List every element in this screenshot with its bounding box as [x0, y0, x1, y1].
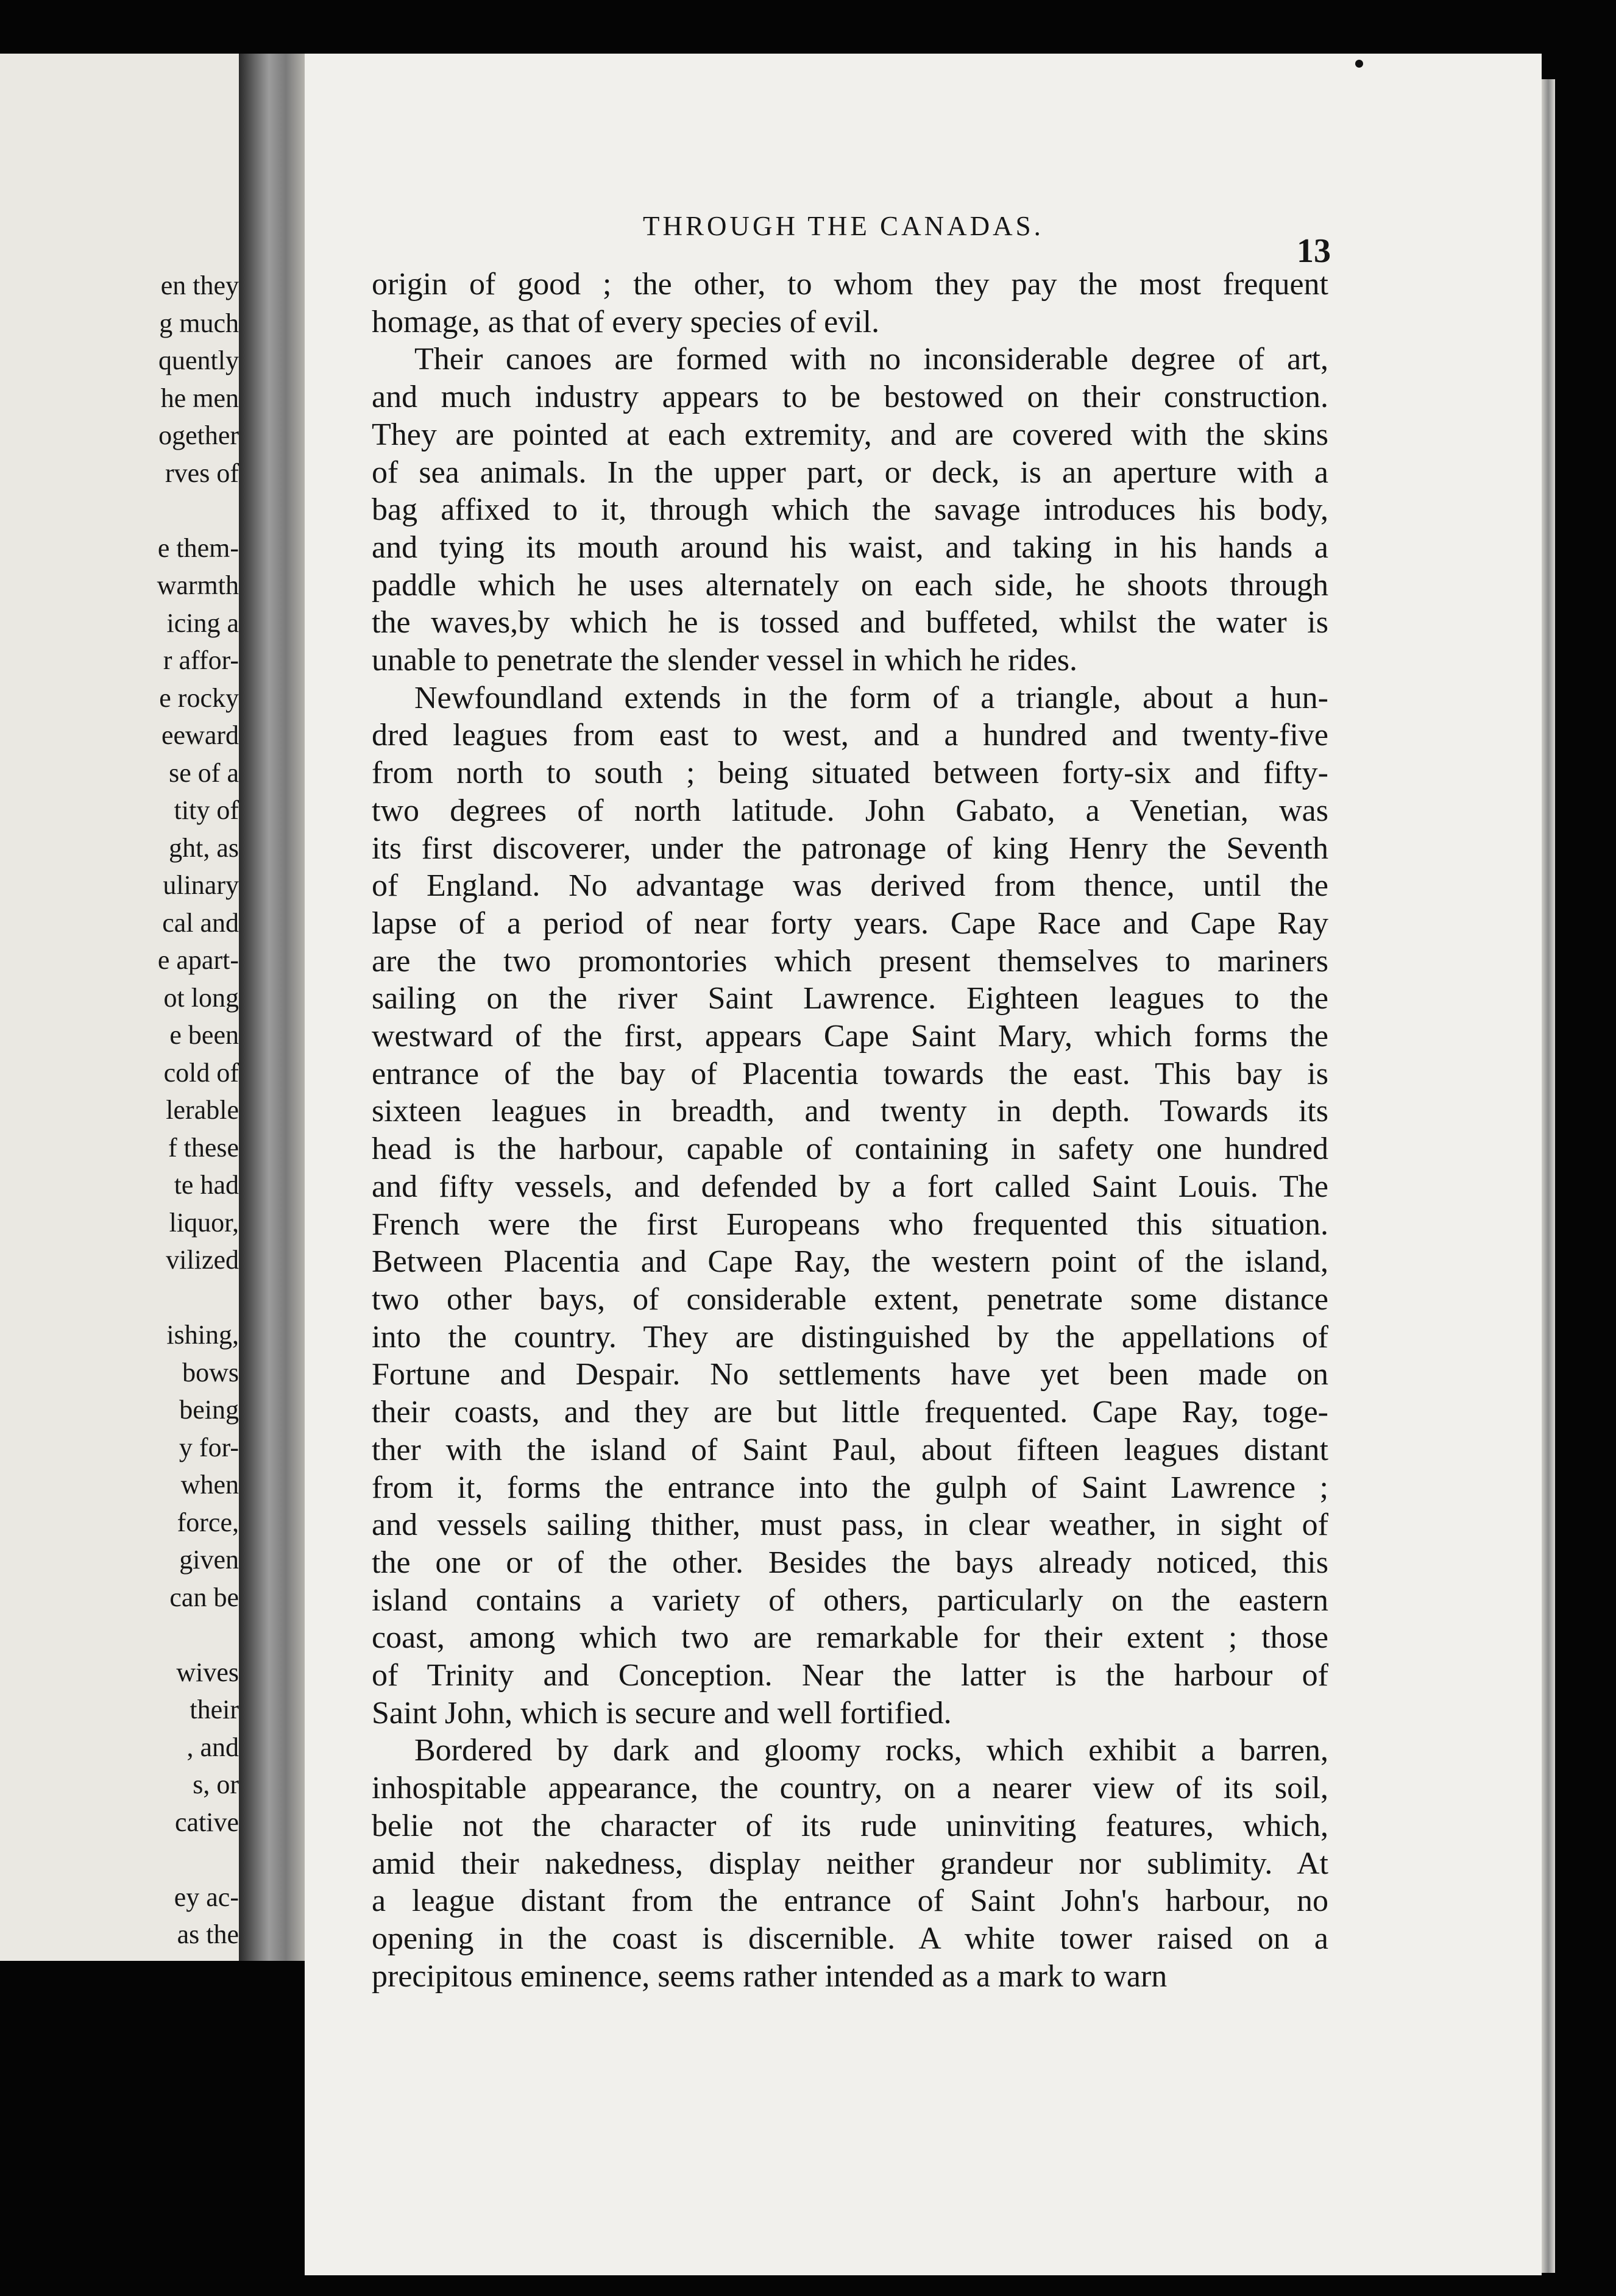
- text-line: They are pointed at each extremity, and are covered with the skins: [372, 417, 1328, 452]
- left-page-line-fragment: rves of: [165, 458, 239, 488]
- text-line: of Trinity and Conception. Near the latter is the harbour of: [372, 1658, 1328, 1693]
- left-page-line-fragment: r affor-: [163, 645, 239, 675]
- left-page-line-fragment: as the: [177, 1919, 239, 1949]
- text-line: from it, forms the entrance into the gulph of Saint Lawrence ;: [372, 1470, 1328, 1505]
- text-line: unable to penetrate the slender vessel in which he rides.: [372, 643, 1078, 678]
- text-line: homage, as that of every species of evil.: [372, 304, 880, 339]
- left-page-line-fragment: te had: [174, 1170, 239, 1200]
- text-line: and tying its mouth around his waist, and taking in his hands a: [372, 530, 1328, 565]
- left-page-line-fragment: en they: [160, 271, 239, 300]
- left-page-line-fragment: liquor,: [169, 1207, 239, 1238]
- left-facing-page: [0, 54, 239, 1961]
- text-line: sailing on the river Saint Lawrence. Eighteen leagues to the: [372, 981, 1328, 1016]
- left-page-line-fragment: ogether: [158, 420, 239, 450]
- text-line: a league distant from the entrance of Saint John's harbour, no: [372, 1883, 1328, 1919]
- left-page-line-fragment: given: [179, 1545, 239, 1575]
- text-line: paddle which he uses alternately on each side, he shoots through: [372, 567, 1328, 603]
- left-page-line-fragment: cal and: [162, 907, 239, 938]
- text-line: dred leagues from east to west, and a hundred and twenty-five: [372, 718, 1328, 753]
- text-line: bag affixed to it, through which the savage introduces his body,: [372, 492, 1328, 528]
- page-edge: [1542, 79, 1555, 2273]
- text-line: of sea animals. In the upper part, or deck, is an aperture with a: [372, 455, 1328, 490]
- left-page-line-fragment: vilized: [166, 1245, 239, 1275]
- text-line: ther with the island of Saint Paul, about fifteen leagues distant: [372, 1432, 1328, 1467]
- text-line: westward of the first, appears Cape Saint Mary, which forms the: [372, 1019, 1328, 1054]
- text-line: origin of good ; the other, to whom they pay the most frequent: [372, 267, 1328, 302]
- text-line: are the two promontories which present themselves to mariners: [372, 943, 1328, 979]
- left-page-line-fragment: s, or: [193, 1770, 239, 1799]
- text-line: Bordered by dark and gloomy rocks, which exhibit a barren,: [414, 1733, 1328, 1768]
- book-gutter: [239, 54, 306, 1961]
- left-page-line-fragment: e rocky: [159, 682, 239, 713]
- printer-mark: [1355, 60, 1363, 68]
- text-line: sixteen leagues in breadth, and twenty in depth. Towards its: [372, 1094, 1328, 1129]
- left-page-line-fragment: cold of: [163, 1057, 239, 1088]
- text-line: island contains a variety of others, particularly on the eastern: [372, 1582, 1328, 1618]
- left-page-line-fragment: being: [179, 1395, 239, 1425]
- text-line: the one or of the other. Besides the bays already noticed, this: [372, 1545, 1328, 1580]
- text-line: French were the first Europeans who frequented this situation.: [372, 1206, 1328, 1242]
- left-page-line-fragment: y for-: [179, 1432, 239, 1462]
- text-line: entrance of the bay of Placentia towards the east. This bay is: [372, 1056, 1328, 1091]
- text-line: Between Placentia and Cape Ray, the western point of the island,: [372, 1244, 1328, 1280]
- left-page-line-fragment: quently: [158, 345, 239, 375]
- left-page-line-fragment: se of a: [169, 757, 239, 788]
- left-page-line-fragment: warmth: [157, 570, 239, 600]
- text-line: into the country. They are distinguished by the appellations of: [372, 1319, 1328, 1355]
- text-line: Saint John, which is secure and well fortified.: [372, 1695, 952, 1731]
- text-line: their coasts, and they are but little frequented. Cape Ray, toge-: [372, 1395, 1328, 1430]
- text-line: from north to south ; being situated between forty-six and fifty-: [372, 756, 1328, 791]
- left-page-line-fragment: e been: [169, 1020, 239, 1050]
- text-line: inhospitable appearance, the country, on a nearer view of its soil,: [372, 1771, 1328, 1806]
- left-page-line-fragment: ulinary: [163, 870, 239, 900]
- left-page-line-fragment: f these: [168, 1132, 239, 1163]
- text-line: opening in the coast is discernible. A white tower raised on a: [372, 1921, 1328, 1956]
- left-page-line-fragment: eeward: [161, 720, 239, 750]
- text-line: amid their nakedness, display neither grandeur nor sublimity. At: [372, 1846, 1328, 1881]
- running-head: THROUGH THE CANADAS.: [643, 211, 1044, 241]
- left-page-line-fragment: g much: [159, 308, 239, 338]
- left-page-line-fragment: can be: [169, 1582, 239, 1612]
- text-line: Their canoes are formed with no inconsiderable degree of art,: [414, 342, 1328, 377]
- text-line: and much industry appears to be bestowed on their construction.: [372, 380, 1328, 415]
- text-line: lapse of a period of near forty years. Cape Race and Cape Ray: [372, 905, 1328, 941]
- text-line: precipitous eminence, seems rather intended as a mark to warn: [372, 1958, 1168, 1994]
- text-line: head is the harbour, capable of containing in safety one hundred: [372, 1132, 1328, 1167]
- left-page-line-fragment: when: [180, 1470, 239, 1500]
- text-line: coast, among which two are remarkable for their extent ; those: [372, 1620, 1328, 1656]
- page-number: 13: [1297, 232, 1331, 270]
- body-text: [372, 266, 1328, 1995]
- left-page-line-fragment: force,: [177, 1507, 239, 1537]
- left-page-line-fragment: icing a: [166, 608, 239, 638]
- left-page-line-fragment: cative: [174, 1807, 239, 1837]
- left-page-line-fragment: ishing,: [166, 1320, 239, 1350]
- left-page-line-fragment: e them-: [157, 533, 239, 563]
- text-line: its first discoverer, under the patronage of king Henry the Seventh: [372, 831, 1328, 866]
- left-page-line-fragment: e apart-: [157, 945, 239, 975]
- left-page-line-fragment: tity of: [174, 795, 239, 825]
- text-line: and fifty vessels, and defended by a fort called Saint Louis. The: [372, 1169, 1328, 1204]
- text-line: two other bays, of considerable extent, penetrate some distance: [372, 1281, 1328, 1317]
- left-page-line-fragment: bows: [182, 1357, 239, 1387]
- left-page-line-fragment: ot long: [163, 982, 239, 1013]
- text-line: the waves,by which he is tossed and buffeted, whilst the water is: [372, 605, 1328, 640]
- left-page-line-fragment: lerable: [166, 1095, 239, 1125]
- left-page-line-fragment: , and: [186, 1732, 239, 1762]
- left-page-line-fragment: ey ac-: [174, 1882, 239, 1912]
- left-page-line-fragment: their: [190, 1695, 239, 1724]
- left-page-line-fragment: he men: [160, 383, 239, 413]
- text-line: belie not the character of its rude uninviting features, which,: [372, 1808, 1328, 1843]
- left-page-line-fragment: wives: [176, 1657, 239, 1687]
- text-line: Fortune and Despair. No settlements have yet been made on: [372, 1357, 1328, 1392]
- text-line: two degrees of north latitude. John Gabato, a Venetian, was: [372, 793, 1328, 828]
- text-line: Newfoundland extends in the form of a triangle, about a hun-: [414, 680, 1328, 715]
- text-line: of England. No advantage was derived from thence, until the: [372, 868, 1328, 904]
- left-page-line-fragment: ght, as: [169, 832, 239, 863]
- text-line: and vessels sailing thither, must pass, in clear weather, in sight of: [372, 1508, 1328, 1543]
